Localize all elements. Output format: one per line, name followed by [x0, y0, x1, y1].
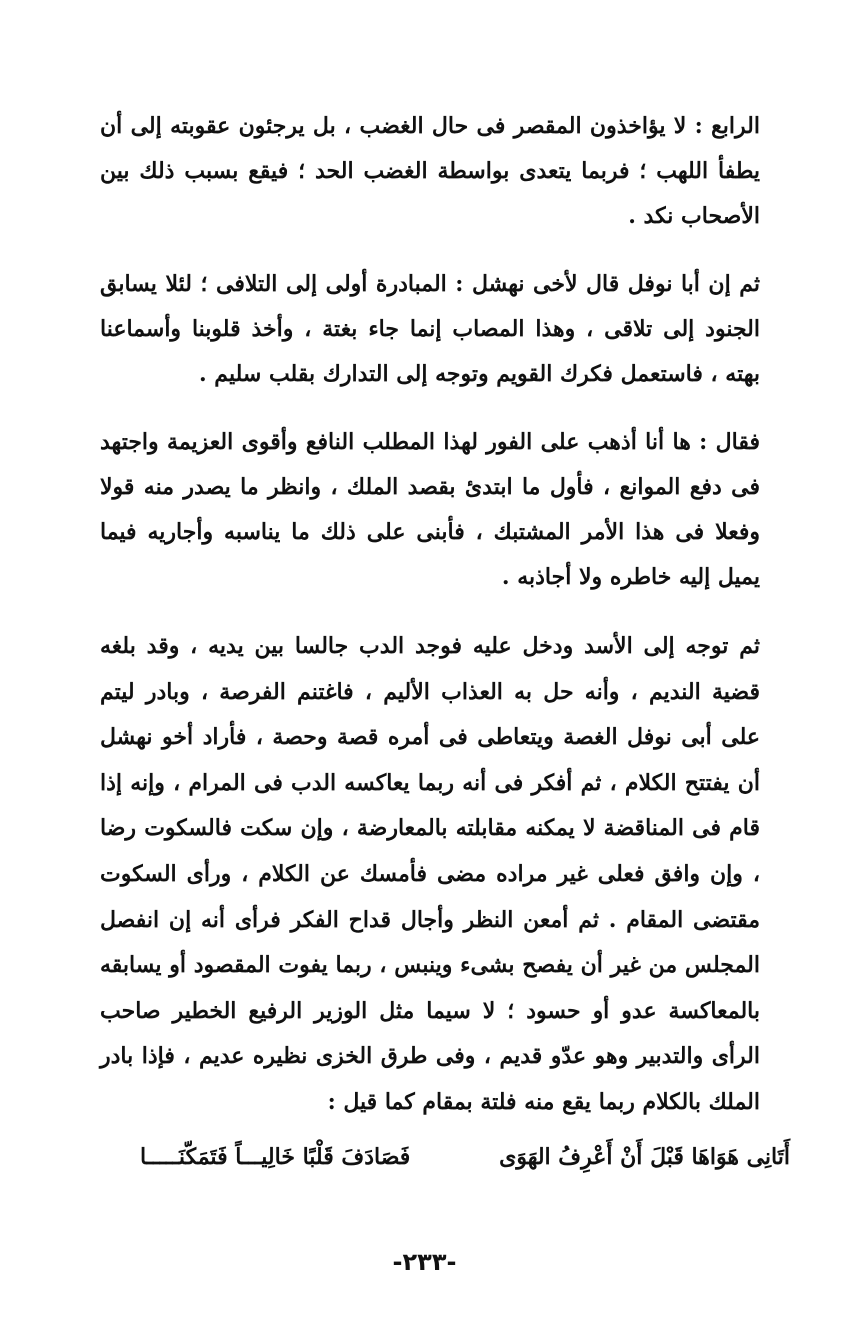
verse-first-hemistich: أَتَانِى هَوَاهَا قَبْلَ أَنْ أَعْرِفُ الهَوَى [499, 1144, 790, 1170]
paragraph-1: الرابع : لا يؤاخذون المقصر فى حال الغضب ، بل يرجئون عقوبته إلى أن يطفأ اللهب ؛ فربما يتعدى بواسطة الغضب الحد ؛ فيقع بسبب ذلك بين الأصحاب نكد . [100, 113, 760, 229]
verse-second-hemistich: فَصَادَفَ قَلْبًا خَالِيـــاً فَتَمَكّنَـــــا [140, 1144, 411, 1170]
paragraph-4: ثم توجه إلى الأسد ودخل عليه فوجد الدب جالسا بين يديه ، وقد بلغه قضية النديم ، وأنه حل به العذاب الأليم ، فاغتنم الفرصة ، وبادر ليتم على أبى نوفل الغصة ويتعاطى فى أمره قصة وحصة ، فأراد أخو نهشل أن يفتتح الكلام ، ثم أفكر فى أنه ربما يعاكسه الدب فى المرام ، وإنه إذا قام فى المناقضة لا يمكنه مقابلته بالمعارضة ، وإن سكت فالسكوت رضا ، وإن وافق فعلى غير مراده مضى فأمسك عن الكلام ، ورأى السكوت مقتضى المقام . ثم أمعن النظر وأجال قداح الفكر فرأى أنه إن انفصل المجلس من غير أن يفصح بشىء وينبس ، ربما يفوت المقصود أو يسابقه بالمعاكسة عدو أو حسود ؛ لا سيما مثل الوزير الرفيع الخطير صاحب الرأى والتدبير وهو عدّو قديم ، وفى طرق الخزى نظيره عديم ، فإذا بادر الملك بالكلام ربما يقع منه فلتة بمقام كما قيل : [100, 633, 760, 1115]
paragraph-2: ثم إن أبا نوفل قال لأخى نهشل : المبادرة أولى إلى التلافى ؛ لئلا يسابق الجنود إلى تلاقى ، وهذا المصاب إنما جاء بغتة ، وأخذ قلوبنا وأسماعنا بهته ، فاستعمل فكرك القويم وتوجه إلى التدارك بقلب سليم . [100, 271, 760, 387]
poetry-verse [100, 1144, 790, 1184]
paragraph-3: فقال : ها أنا أذهب على الفور لهذا المطلب النافع وأقوى العزيمة واجتهد فى دفع الموانع ، فأول ما ابتدئ بقصد الملك ، وانظر ما يصدر منه قولا وفعلا فى هذا الأمر المشتبك ، فأبنى على ذلك ما يناسبه وأجاريه فيما يميل إليه خاطره ولا أجاذبه . [100, 429, 760, 590]
page-number: -٢٣٣- [392, 1248, 457, 1276]
